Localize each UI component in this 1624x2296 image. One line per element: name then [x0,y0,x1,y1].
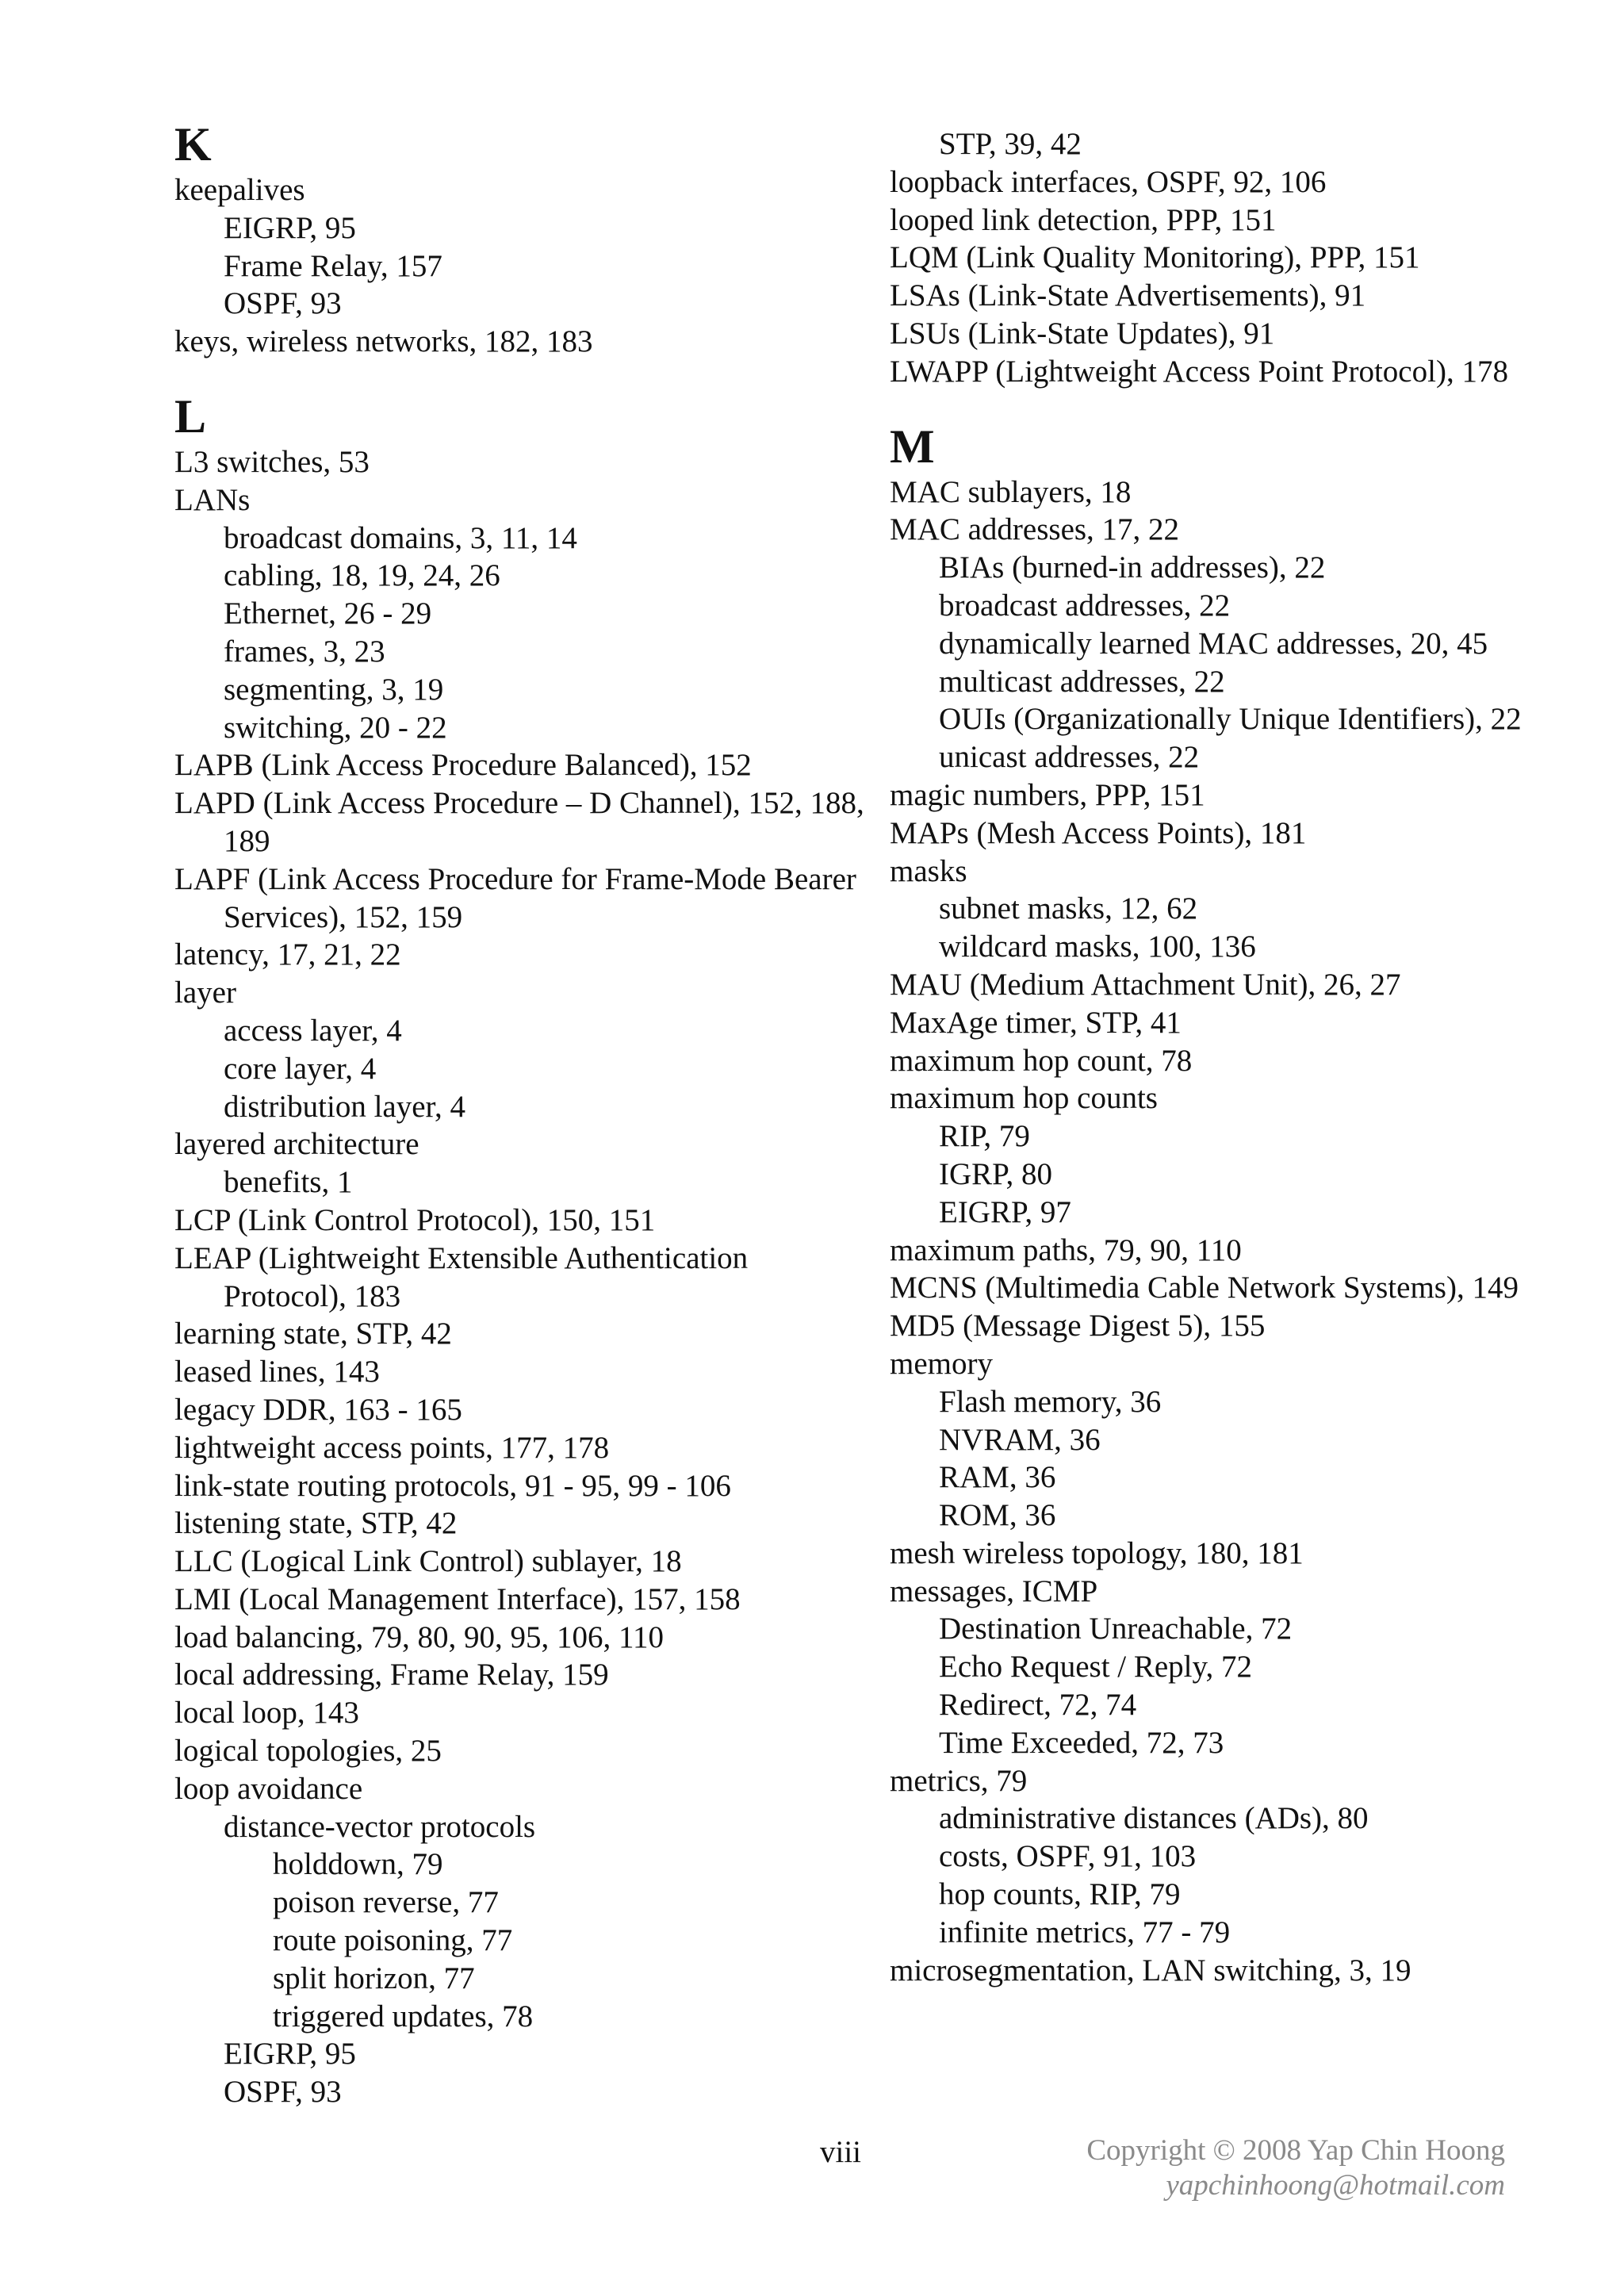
index-entry: MAPs (Mesh Access Points), 181 [890,815,1307,850]
page-number: viii [820,2135,862,2169]
index-subentry: unicast addresses, 22 [939,740,1200,775]
index-entry: MaxAge timer, STP, 41 [890,1005,1182,1040]
index-entry: keys, wireless networks, 182, 183 [174,324,593,359]
index-subentry: segmenting, 3, 19 [224,672,444,707]
index-left-column [174,119,872,2111]
index-subentry: switching, 20 - 22 [224,710,447,745]
index-entry: learning state, STP, 42 [174,1317,452,1351]
index-subentry: EIGRP, 95 [224,210,356,245]
index-subentry: Time Exceeded, 72, 73 [939,1725,1224,1760]
index-entry: link-state routing protocols, 91 - 95, 99 - 106 [174,1468,731,1503]
index-entry: LMI (Local Management Interface), 157, 158 [174,1581,741,1616]
copyright-text: Copyright © 2008 Yap Chin Hoong [1086,2134,1505,2167]
index-entry: latency, 17, 21, 22 [174,937,401,972]
index-subentry: OSPF, 93 [224,2075,342,2110]
index-subentry: access layer, 4 [224,1013,402,1048]
index-subentry: Frame Relay, 157 [224,248,442,283]
index-entry: maximum hop count, 78 [890,1043,1193,1078]
index-subentry: subnet masks, 12, 62 [939,891,1198,926]
index-entry: LSAs (Link-State Advertisements), 91 [890,278,1366,313]
index-entry: MAC addresses, 17, 22 [890,512,1180,547]
index-subentry: benefits, 1 [224,1165,353,1200]
index-entry: L3 switches, 53 [174,444,370,479]
index-entry: leased lines, 143 [174,1355,380,1389]
section-letter-l: L [174,389,207,443]
index-subentry: core layer, 4 [224,1051,377,1086]
index-subentry: STP, 39, 42 [939,127,1082,161]
index-entry: loopback interfaces, OSPF, 92, 106 [890,164,1327,199]
index-subentry: ROM, 36 [939,1498,1056,1533]
index-entry: local addressing, Frame Relay, 159 [174,1658,609,1692]
index-subentry: Echo Request / Reply, 72 [939,1650,1252,1685]
index-subentry: Redirect, 72, 74 [939,1688,1137,1723]
index-entry: layer [174,976,236,1010]
index-entry: lightweight access points, 177, 178 [174,1430,610,1465]
index-entry: LLC (Logical Link Control) sublayer, 18 [174,1544,682,1579]
index-entry: looped link detection, PPP, 151 [890,202,1277,237]
index-subentry: infinite metrics, 77 - 79 [939,1915,1231,1949]
index-subsubentry: poison reverse, 77 [273,1885,499,1920]
index-subentry: costs, OSPF, 91, 103 [939,1839,1197,1874]
index-subentry: multicast addresses, 22 [939,664,1225,699]
index-subentry: OSPF, 93 [224,286,342,321]
index-subentry: BIAs (burned-in addresses), 22 [939,550,1326,585]
index-entry: masks [890,853,967,888]
index-subsubentry: triggered updates, 78 [273,1999,534,2033]
index-entry: LCP (Link Control Protocol), 150, 151 [174,1202,656,1237]
index-entry: metrics, 79 [890,1763,1028,1798]
index-subentry: dynamically learned MAC addresses, 20, 45 [939,626,1488,661]
index-entry: maximum hop counts [890,1081,1158,1116]
section-letter-m: M [890,420,935,473]
index-entry: legacy DDR, 163 - 165 [174,1392,462,1427]
index-entry: LAPD (Link Access Procedure – D Channel), 152, 188, 189 [174,786,864,858]
index-entry: MCNS (Multimedia Cable Network Systems), 149 [890,1271,1519,1305]
index-subentry: distribution layer, 4 [224,1089,465,1124]
index-entry: keepalives [174,173,305,207]
index-subentry: NVRAM, 36 [939,1422,1101,1457]
index-subentry: OUIs (Organizationally Unique Identifiers), 22 [939,702,1522,737]
index-entry: loop avoidance [174,1771,363,1806]
index-subsubentry: split horizon, 77 [273,1961,475,1995]
index-entry: LAPB (Link Access Procedure Balanced), 152 [174,748,752,783]
index-entry: local loop, 143 [174,1696,359,1731]
author-email: yapchinhoong@hotmail.com [1166,2169,1505,2202]
index-subentry: frames, 3, 23 [224,634,385,669]
index-subentry: broadcast addresses, 22 [939,588,1231,623]
index-entry: MAC sublayers, 18 [890,474,1132,509]
index-entry: LQM (Link Quality Monitoring), PPP, 151 [890,240,1420,275]
index-subentry: cabling, 18, 19, 24, 26 [224,558,500,593]
index-subsubentry: route poisoning, 77 [273,1923,513,1958]
index-entry: logical topologies, 25 [174,1734,442,1769]
index-entry: LAPF (Link Access Procedure for Frame-Mode Bearer Services), 152, 159 [174,861,856,934]
index-subentry: RAM, 36 [939,1460,1056,1495]
index-entry: maximum paths, 79, 90, 110 [890,1232,1242,1267]
index-subentry: wildcard masks, 100, 136 [939,930,1256,964]
index-subentry: Flash memory, 36 [939,1384,1162,1419]
index-entry: mesh wireless topology, 180, 181 [890,1535,1304,1570]
index-entry: layered architecture [174,1127,419,1162]
index-subsubentry: holddown, 79 [273,1847,443,1882]
index-entry: LEAP (Lightweight Extensible Authentication Protocol), 183 [174,1240,749,1313]
index-entry: microsegmentation, LAN switching, 3, 19 [890,1953,1411,1987]
index-entry: memory [890,1346,993,1381]
index-entry: LWAPP (Lightweight Access Point Protocol), 178 [890,354,1508,389]
index-subentry: Destination Unreachable, 72 [939,1612,1293,1646]
index-entry: LANs [174,482,251,517]
index-entry: magic numbers, PPP, 151 [890,777,1205,812]
index-entry: listening state, STP, 42 [174,1506,458,1541]
section-letter-k: K [174,118,212,171]
index-entry: messages, ICMP [890,1573,1098,1608]
index-subentry: broadcast domains, 3, 11, 14 [224,520,577,555]
copyright-notice [1086,2133,1505,2203]
index-right-column [890,125,1548,1989]
index-subentry: hop counts, RIP, 79 [939,1877,1181,1912]
index-subentry: RIP, 79 [939,1119,1030,1154]
index-subentry: EIGRP, 95 [224,2037,356,2072]
index-subentry: administrative distances (ADs), 80 [939,1801,1369,1836]
index-subentry: Ethernet, 26 - 29 [224,596,432,631]
index-entry: load balancing, 79, 80, 90, 95, 106, 110 [174,1619,665,1654]
index-entry: LSUs (Link-State Updates), 91 [890,316,1275,351]
index-entry: MAU (Medium Attachment Unit), 26, 27 [890,967,1401,1002]
index-subentry: IGRP, 80 [939,1156,1053,1191]
index-subentry: distance-vector protocols [224,1809,536,1844]
index-subentry: EIGRP, 97 [939,1194,1071,1229]
index-entry: MD5 (Message Digest 5), 155 [890,1309,1266,1343]
